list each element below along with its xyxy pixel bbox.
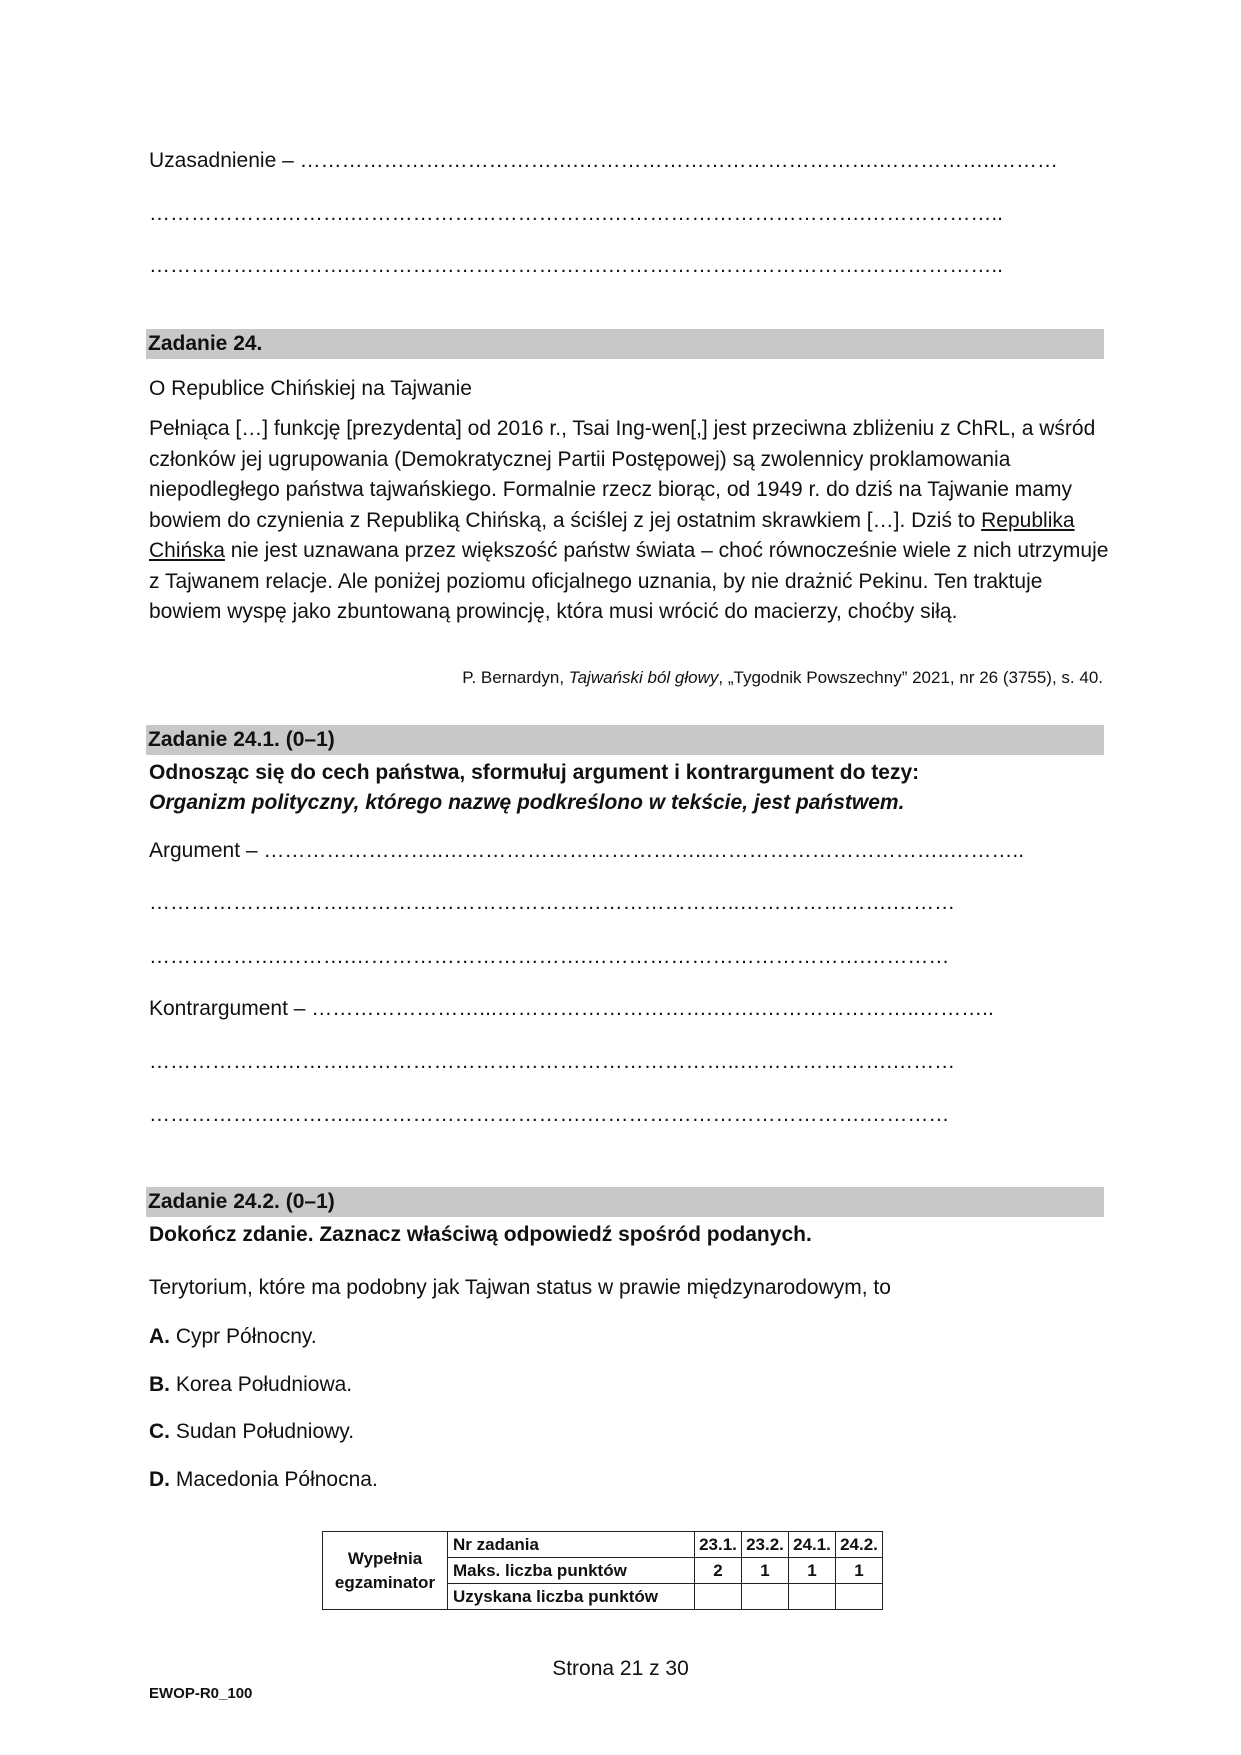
max-points: 1 [742, 1558, 789, 1584]
row-label: Nr zadania [448, 1532, 695, 1558]
row-label: Uzyskana liczba punktów [448, 1584, 695, 1610]
source-subtitle: O Republice Chińskiej na Tajwanie [149, 377, 472, 400]
option-c[interactable] [149, 1420, 354, 1444]
counterargument-answer-line[interactable] [149, 997, 994, 1021]
obtained-points-cell[interactable] [742, 1584, 789, 1610]
max-points: 1 [836, 1558, 883, 1584]
counterargument-label: Kontrargument – [149, 997, 306, 1020]
max-points: 2 [695, 1558, 742, 1584]
task-24-1-thesis: Organizm polityczny, którego nazwę podkreślono w tekście, jest państwem. [149, 791, 905, 814]
obtained-points-cell[interactable] [836, 1584, 883, 1610]
task-number: 24.2. [836, 1532, 883, 1558]
argument-answer-line[interactable] [149, 839, 1024, 863]
option-text: Macedonia Północna. [170, 1468, 378, 1491]
grading-table [322, 1531, 883, 1610]
task-24-1-header: Zadanie 24.1. (0–1) [146, 725, 1104, 755]
answer-dots: ………………………………….…………………………………….……………..……… [299, 149, 1058, 172]
option-letter: C. [149, 1420, 170, 1443]
task-24-header: Zadanie 24. [146, 329, 1104, 359]
source-text [149, 414, 1109, 628]
justification-label: Uzasadnienie – [149, 149, 294, 172]
citation-publication: , „Tygodnik Powszechny” 2021, nr 26 (3755), s. 40. [718, 668, 1103, 687]
task-number: 24.1. [789, 1532, 836, 1558]
obtained-points-cell[interactable] [695, 1584, 742, 1610]
source-text-part-1: Pełniąca […] funkcję [prezydenta] od 2016 r., Tsai Ing-wen[,] jest przeciwna zbliżeniu z ChRL, a wśród członków jej ugrupowania (Demokratycznej Partii Postępowej) są zwolennicy proklamowania niepodległego państwa tajwańskiego. Formalnie rzecz biorąc, od 1949 r. do dziś na Tajwanie mamy bowiem do czynienia z Republiką Chińską, a ściślej z jej ostatnim skrawkiem […]. Dziś to [149, 417, 1096, 532]
source-citation [462, 668, 1103, 688]
justification-answer-line[interactable] [149, 149, 1058, 173]
answer-line[interactable]: ……………….……….……………………………….……………………………….……………….. [149, 202, 1004, 225]
underlined-term: Republika Chińska [149, 508, 1075, 562]
option-d[interactable] [149, 1468, 378, 1492]
argument-label: Argument – [149, 839, 258, 862]
source-text-part-2: nie jest uznawana przez większość państw świata – choć równocześnie wiele z nich utrzymuje z Tajwanem relacje. Ale poniżej poziomu oficjalnego uznania, by nie drażnić Pekinu. Ten traktuje bowiem wyspę jako zbuntowaną prowincję, która musi wrócić do macierzy, choćby siłą. [149, 539, 1109, 623]
answer-dots: ……………………...………………………….…….…………………..……….. [311, 997, 994, 1020]
option-letter: A. [149, 1325, 170, 1348]
option-text: Sudan Południowy. [170, 1420, 355, 1443]
answer-line[interactable]: ……………….……….………………………………………………..………………….……… [149, 1050, 956, 1073]
max-points: 1 [789, 1558, 836, 1584]
task-24-1-instruction: Odnosząc się do cech państwa, sformułuj argument i kontrargument do tezy: [149, 761, 920, 784]
task-number: 23.2. [742, 1532, 789, 1558]
answer-line[interactable]: ……………….……….…………………………….………………………………….………… [149, 1103, 950, 1126]
option-text: Cypr Północny. [170, 1325, 317, 1348]
grading-row-tasks [323, 1532, 883, 1558]
row-label: Maks. liczba punktów [448, 1558, 695, 1584]
option-letter: D. [149, 1468, 170, 1491]
task-number: 23.1. [695, 1532, 742, 1558]
answer-line[interactable]: ……………….……….……………………………….……………………………….……………….. [149, 254, 1004, 277]
answer-line[interactable]: ……………….……….………………………………………………..………………….……… [149, 891, 956, 914]
task-24-2-stem: Terytorium, które ma podobny jak Tajwan status w prawie międzynarodowym, to [149, 1276, 891, 1299]
citation-title: Tajwański ból głowy [568, 668, 719, 687]
option-letter: B. [149, 1373, 170, 1396]
page-number: Strona 21 z 30 [552, 1657, 689, 1680]
citation-author: P. Bernardyn, [462, 668, 569, 687]
answer-line[interactable]: ……………….……….…………………………….………………………………….………… [149, 945, 950, 968]
task-24-2-instruction: Dokończ zdanie. Zaznacz właściwą odpowiedź spośród podanych. [149, 1223, 812, 1246]
option-text: Korea Południowa. [170, 1373, 353, 1396]
answer-dots: ……………………..………………………………..……………………………..……….. [263, 839, 1025, 862]
task-24-2-header: Zadanie 24.2. (0–1) [146, 1187, 1104, 1217]
option-b[interactable] [149, 1373, 352, 1397]
filled-by-examiner: Wypełnia egzaminator [323, 1532, 448, 1610]
exam-code: EWOP-R0_100 [149, 1685, 253, 1702]
option-a[interactable] [149, 1325, 317, 1349]
obtained-points-cell[interactable] [789, 1584, 836, 1610]
